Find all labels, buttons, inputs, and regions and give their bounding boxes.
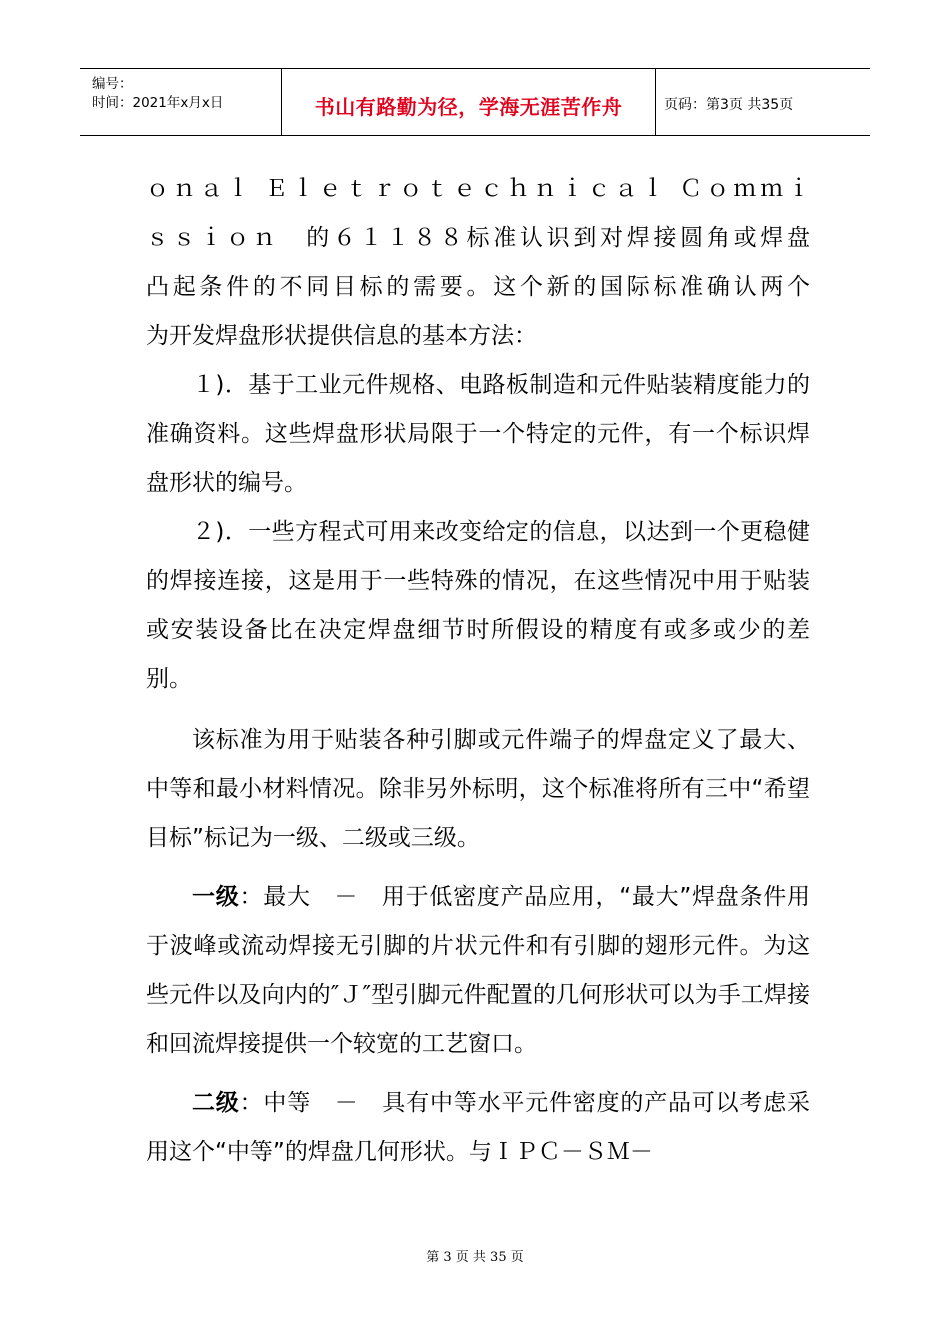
body-line-2: ｓｓｉｏｎ 的６１１８８标准认识到对焊接圆角或焊盘 [146,225,810,251]
header-motto: 书山有路勤为径，学海无涯苦作舟 [282,69,656,135]
header-meta [80,69,282,135]
paragraph-method-2: ２)．一些方程式可用来改变给定的信息，以达到一个更稳健的焊接连接，这是用于一些特殊的情况，在这些情况中用于贴装或安装设备比在决定焊盘细节时所假设的精度有或多或少的差别。 [146,519,810,692]
page-header [80,68,870,136]
paragraph-method-1: １)．基于工业元件规格、电路板制造和元件贴装精度能力的准确资料。这些焊盘形状局限于一个特定的元件，有一个标识焊盘形状的编号。 [146,372,810,496]
body-line-3: 凸起条件的不同目标的需要。这个新的国际标准确认两个 [146,274,810,300]
level-1-text: ：最大 － 用于低密度产品应用，“最大”焊盘条件用于波峰或流动焊接无引脚的片状元件和有引脚的翅形元件。为这些元件以及向内的″Ｊ″型引脚元件配置的几何形状可以为手工焊接和回流焊接提供一个较宽的工艺窗口。 [146,884,810,1057]
body-line-1: ｏｎａｌ Ｅｌｅｔｒｏｔｅｃｈｎｉｃａｌ Ｃｏｍｍｉ [146,176,810,202]
body-line-4: 为开发焊盘形状提供信息的基本方法： [146,323,537,349]
number-label: 编号： [92,76,133,92]
time-label: 时间：2021年x月x日 [92,95,224,111]
level-2-text: ：中等 － 具有中等水平元件密度的产品可以考虑采用这个“中等”的焊盘几何形状。与ＩＰＣ－ＳＭ－ [146,1090,811,1165]
level-1-label: 一级 [192,884,240,910]
paragraph-level-1 [146,873,810,1069]
header-page-info: 页码：第3页 共35页 [664,97,794,113]
level-2-label: 二级 [192,1090,240,1116]
paragraph-material-conditions: 该标准为用于贴装各种引脚或元件端子的焊盘定义了最大、中等和最小材料情况。除非另外标明，这个标准将所有三中“希望目标”标记为一级、二级或三级。 [146,727,810,851]
paragraph-level-2 [146,1079,810,1177]
document-body [146,165,810,1177]
page-footer: 第 3 页 共 35 页 [426,1250,524,1265]
